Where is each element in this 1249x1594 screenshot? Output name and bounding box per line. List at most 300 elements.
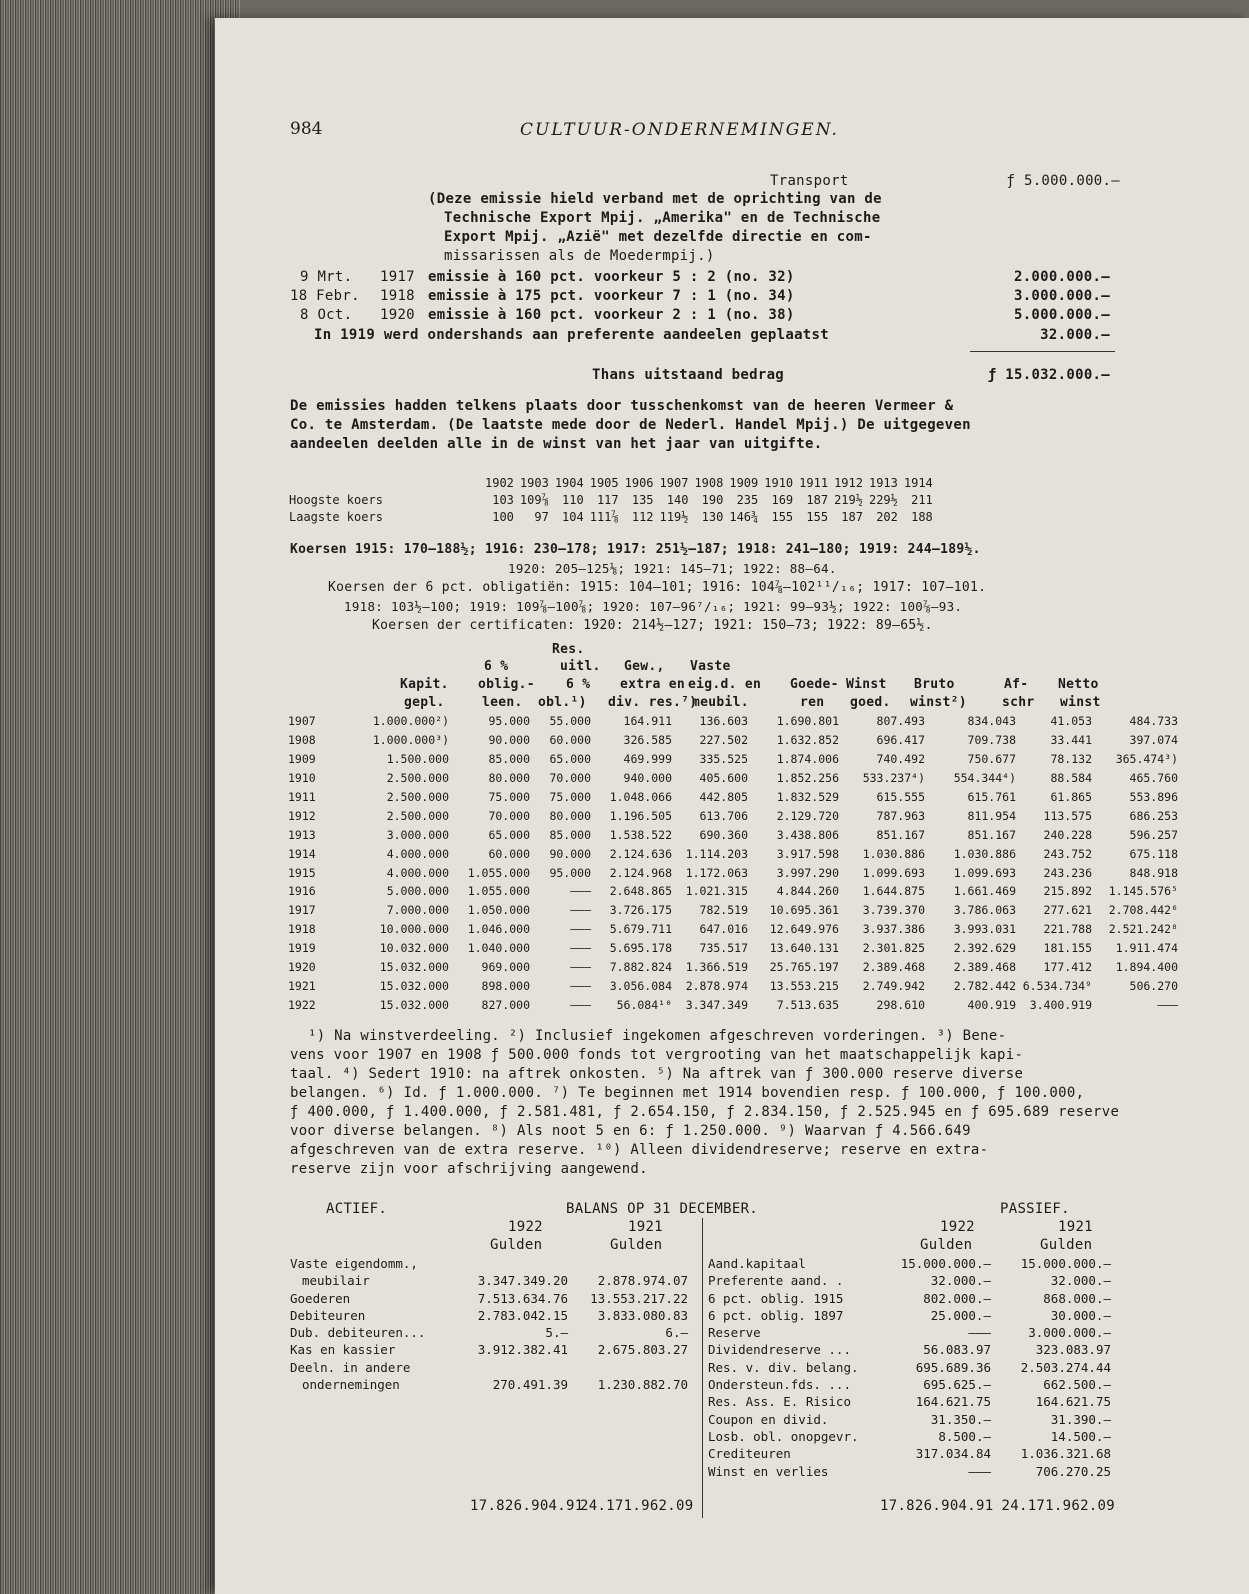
- fin-row: [288, 825, 1181, 844]
- balance-row: [708, 1445, 1118, 1462]
- emission-text: emissie à 160 pct. voorkeur 5 : 2 (no. 32): [428, 269, 795, 285]
- balance-row: [290, 1255, 690, 1272]
- value-cell: 851.167: [876, 827, 925, 842]
- value-cell: 647.016: [699, 922, 748, 937]
- year-cell: 1912: [834, 475, 863, 490]
- balance-label: meubilair: [302, 1273, 370, 1289]
- emission-date: 8 Oct.: [300, 307, 353, 323]
- value-cell: 465.760: [1129, 771, 1178, 786]
- value-cell: 3.056.084: [609, 978, 672, 993]
- value-cell: 70.000: [549, 771, 591, 786]
- koersen-line: Koersen der 6 pct. obligatiën: 1915: 104—101; 1916: 104⅞—102¹¹/₁₆; 1917: 107—101.: [328, 580, 987, 595]
- year-cell: 1920: [288, 960, 316, 975]
- balance-value-1921: 31.390.—: [1050, 1411, 1111, 1427]
- balance-label: 6 pct. oblig. 1897: [708, 1307, 844, 1323]
- value-cell: 690.360: [699, 827, 748, 842]
- value-cell: 60.000: [549, 733, 591, 748]
- balance-value-1922: 5.—: [545, 1325, 568, 1341]
- balance-label: Goederen: [290, 1290, 351, 1306]
- value-cell: 1.048.066: [609, 790, 672, 804]
- col-header: Af-: [1004, 677, 1029, 692]
- balance-title: BALANS OP 31 DECEMBER.: [566, 1201, 759, 1217]
- balance-row: [708, 1376, 1118, 1393]
- balance-value-1921: 6.—: [665, 1325, 688, 1341]
- balance-value-1921: 3.000.000.—: [1028, 1325, 1111, 1341]
- value-cell: 5.000.000: [386, 884, 449, 899]
- value-cell: ———: [570, 997, 591, 1012]
- year-cell: 1910: [764, 475, 794, 490]
- col-year: 1922: [508, 1219, 543, 1235]
- value-cell: 277.621: [1043, 903, 1092, 918]
- value-cell: 90.000: [549, 846, 591, 861]
- fin-row: [288, 863, 1181, 882]
- koers-cell: 110: [562, 493, 584, 508]
- emission-amount: 2.000.000.—: [1013, 269, 1110, 285]
- balance-label: Res. v. div. belang.: [708, 1359, 859, 1375]
- value-cell: 4.000.000: [386, 865, 449, 880]
- fin-row: [288, 995, 1181, 1014]
- balance-label: Preferente aand. .: [708, 1273, 844, 1289]
- balance-value-1921: 30.000.—: [1050, 1307, 1111, 1323]
- value-cell: 3.739.370: [862, 903, 925, 918]
- value-cell: 1.500.000: [386, 752, 449, 767]
- year-cell: 1921: [288, 978, 316, 993]
- balance-label: 6 pct. oblig. 1915: [708, 1290, 844, 1306]
- book-page-edges: [0, 0, 240, 1594]
- balance-value-1921: [568, 1255, 688, 1272]
- year-cell: 1907: [288, 714, 316, 729]
- balance-label: ondernemingen: [302, 1377, 400, 1393]
- col-header: Netto: [1058, 677, 1099, 692]
- page-title: CULTUUR-ONDERNEMINGEN.: [520, 120, 839, 140]
- balance-label: Crediteuren: [708, 1446, 791, 1462]
- year-cell: 1903: [519, 475, 549, 490]
- value-cell: ———: [570, 960, 591, 975]
- year-cell: 1918: [288, 922, 316, 937]
- koers-cell: 97: [534, 510, 549, 525]
- year-cell: 1905: [589, 475, 619, 490]
- value-cell: 221.788: [1043, 922, 1092, 937]
- value-cell: 56.084¹⁰: [616, 997, 672, 1012]
- balance-label: Coupon en divid.: [708, 1411, 829, 1427]
- value-cell: 1.874.006: [776, 752, 839, 767]
- value-cell: 243.236: [1043, 865, 1092, 880]
- balance-value-1921: 706.270.25: [1035, 1463, 1111, 1479]
- balance-row: [708, 1359, 1118, 1376]
- value-cell: 787.963: [876, 808, 925, 823]
- value-cell: 940.000: [623, 771, 672, 786]
- balance-value-1921: 14.500.—: [1050, 1428, 1111, 1444]
- fin-row: [288, 920, 1181, 939]
- col-header: Kapit.: [400, 677, 449, 692]
- value-cell: 2.782.442: [953, 978, 1016, 993]
- footnote-line: ƒ 400.000, ƒ 1.400.000, ƒ 2.581.481, ƒ 2.654.150, ƒ 2.834.150, ƒ 2.525.945 en ƒ 695.689 reserve: [290, 1104, 1120, 1120]
- col-header: oblig.-: [478, 677, 535, 692]
- value-cell: 553.896: [1129, 790, 1178, 804]
- koers-cell: 103: [492, 493, 514, 508]
- fin-row: [288, 712, 1181, 731]
- balance-value-1921: 323.083.97: [1035, 1342, 1111, 1358]
- value-cell: 243.752: [1043, 846, 1092, 861]
- balance-value-1922: ———: [968, 1325, 991, 1341]
- value-cell: 164.911: [623, 714, 672, 729]
- value-cell: 85.000: [549, 827, 591, 842]
- value-cell: 13.553.215: [769, 978, 839, 993]
- value-cell: 2.500.000: [386, 808, 449, 823]
- value-cell: 41.053: [1050, 714, 1092, 729]
- koers-cell: 130: [701, 510, 724, 525]
- value-cell: 1.055.000: [467, 865, 530, 880]
- fin-row: [288, 976, 1181, 995]
- fin-row: [288, 882, 1181, 901]
- value-cell: 1.172.063: [685, 865, 748, 880]
- balance-value-1922: 31.350.—: [930, 1411, 991, 1427]
- year-cell: 1917: [288, 903, 316, 918]
- balance-label: Dividendreserve ...: [708, 1342, 851, 1358]
- koers-cell: 140: [666, 493, 689, 508]
- value-cell: 2.389.468: [862, 960, 925, 975]
- value-cell: 1.644.875: [862, 884, 925, 899]
- col-header: Bruto: [914, 677, 955, 692]
- value-cell: 1.000.000³): [372, 733, 449, 748]
- emission-note-line: missarissen als de Moedermpij.): [444, 248, 715, 264]
- balance-value-1921: 1.230.882.70: [597, 1377, 688, 1393]
- col-unit: Gulden: [1040, 1237, 1093, 1253]
- koers-cell: 117: [596, 493, 619, 508]
- koers-cell: 119½: [659, 510, 689, 525]
- value-cell: 1.145.576⁵: [1108, 884, 1178, 899]
- balance-divider: [702, 1218, 703, 1518]
- value-cell: 397.074: [1129, 733, 1178, 748]
- year-cell: 1911: [288, 790, 316, 804]
- value-cell: 3.917.598: [776, 846, 839, 861]
- footnote-line: reserve zijn voor afschrijving aangewend.: [290, 1161, 648, 1177]
- value-cell: 533.237⁴): [862, 771, 925, 786]
- value-cell: 5.679.711: [609, 922, 672, 937]
- value-cell: 3.993.031: [953, 922, 1016, 937]
- actief-list: [290, 1255, 690, 1393]
- value-cell: 1.050.000: [467, 903, 530, 918]
- value-cell: 1.196.505: [609, 808, 672, 823]
- value-cell: 675.118: [1129, 846, 1178, 861]
- value-cell: 696.417: [876, 733, 925, 748]
- value-cell: ———: [570, 978, 591, 993]
- balance-value-1922: ———: [968, 1463, 991, 1479]
- value-cell: 2.124.636: [609, 846, 672, 861]
- balance-value-1921: 13.553.217.22: [590, 1290, 688, 1306]
- year-cell: 1913: [288, 827, 316, 842]
- fin-row: [288, 939, 1181, 958]
- col-unit: Gulden: [610, 1237, 663, 1253]
- value-cell: ———: [570, 941, 591, 956]
- fin-row: [288, 769, 1181, 788]
- value-cell: 365.474³): [1115, 752, 1178, 767]
- balance-row: [708, 1255, 1118, 1272]
- balance-value-1922: 695.625.—: [923, 1377, 991, 1393]
- balance-value-1922: 695.689.36: [915, 1359, 991, 1375]
- balance-value-1922: 32.000.—: [930, 1273, 991, 1289]
- balance-label: Winst en verlies: [708, 1463, 829, 1479]
- value-cell: 2.389.468: [953, 960, 1016, 975]
- row-label: Hoogste koers: [289, 493, 383, 508]
- value-cell: 326.585: [623, 733, 672, 748]
- balance-label: Aand.kapitaal: [708, 1256, 806, 1271]
- value-cell: 848.918: [1129, 865, 1178, 880]
- value-cell: 95.000: [488, 714, 530, 729]
- laagste-koers-row: [286, 509, 936, 526]
- value-cell: 177.412: [1043, 960, 1092, 975]
- passief-total-1921: 24.171.962.09: [1001, 1498, 1115, 1514]
- value-cell: 811.954: [967, 808, 1016, 823]
- koers-cell: 109⅞: [519, 493, 549, 508]
- koers-cell: 235: [736, 493, 759, 508]
- col-header: schr: [1002, 695, 1035, 710]
- emission-year: 1920: [380, 307, 415, 323]
- value-cell: 1.852.256: [776, 771, 839, 786]
- balance-value-1922: 56.083.97: [923, 1342, 991, 1358]
- col-header: goed.: [850, 695, 891, 710]
- balance-row: [708, 1393, 1118, 1410]
- value-cell: 3.997.290: [776, 865, 839, 880]
- value-cell: 10.032.000: [379, 941, 449, 956]
- balance-value-1921: 2.503.274.44: [1020, 1359, 1111, 1375]
- year-cell: 1914: [903, 475, 933, 490]
- balance-row: [708, 1307, 1118, 1324]
- koersen-line: Koersen 1915: 170—188½; 1916: 230—178; 1917: 251½—187; 1918: 241—180; 1919: 244—189½.: [290, 542, 981, 557]
- footnote-line: voor diverse belangen. ⁸) Als noot 5 en 6: ƒ 1.250.000. ⁹) Waarvan ƒ 4.566.649: [290, 1123, 971, 1139]
- value-cell: 6.534.734⁹: [1022, 978, 1092, 993]
- value-cell: 1.366.519: [685, 960, 748, 975]
- value-cell: 2.129.720: [776, 808, 839, 823]
- koersen-line: 1918: 103½—100; 1919: 109⅞—100⅞; 1920: 107—96⁷/₁₆; 1921: 99—93½; 1922: 100⅞—93.: [344, 599, 963, 614]
- fin-row: [288, 788, 1181, 807]
- value-cell: 13.640.131: [769, 941, 839, 956]
- balance-label: Kas en kassier: [290, 1342, 396, 1358]
- value-cell: 2.708.442⁶: [1108, 903, 1178, 918]
- balance-label: Debiteuren: [290, 1307, 366, 1323]
- emission-note-line: (Deze emissie hield verband met de oprichting van de: [428, 191, 882, 207]
- balance-row: [708, 1428, 1118, 1445]
- transport-amount: ƒ 5.000.000.—: [1006, 173, 1120, 189]
- value-cell: 615.761: [967, 790, 1016, 804]
- value-cell: 405.600: [699, 771, 748, 786]
- balance-label: Res. Ass. E. Risico: [708, 1394, 851, 1410]
- year-cell: 1912: [288, 808, 316, 823]
- value-cell: 1.055.000: [467, 884, 530, 899]
- balance-value-1921: 164.621.75: [1035, 1394, 1111, 1410]
- value-cell: 1.099.693: [953, 865, 1016, 880]
- value-cell: 615.555: [876, 790, 925, 804]
- value-cell: 807.493: [876, 714, 925, 729]
- balance-value-1921: 1.036.321.68: [1020, 1446, 1111, 1462]
- balance-label: Ondersteun.fds. ...: [708, 1377, 851, 1393]
- value-cell: 1.000.000²): [372, 714, 449, 729]
- value-cell: 3.786.063: [953, 903, 1016, 918]
- col-header: Goede-: [790, 677, 839, 692]
- value-cell: 1.114.203: [685, 846, 748, 861]
- col-year: 1922: [940, 1219, 975, 1235]
- value-cell: 1.661.469: [953, 884, 1016, 899]
- value-cell: 1.030.886: [862, 846, 925, 861]
- col-unit: Gulden: [920, 1237, 973, 1253]
- koersen-line: Koersen der certificaten: 1920: 214½—127; 1921: 150—73; 1922: 89—65½.: [372, 618, 933, 633]
- value-cell: 55.000: [549, 714, 591, 729]
- col-header: uitl.: [560, 659, 601, 674]
- value-cell: 2.749.942: [862, 978, 925, 993]
- koers-cell: 190: [701, 493, 724, 508]
- balance-value-1921: 868.000.—: [1043, 1290, 1111, 1306]
- koers-cell: 135: [631, 493, 654, 508]
- value-cell: 2.392.629: [953, 941, 1016, 956]
- balance-row: [708, 1324, 1118, 1341]
- year-cell: 1909: [729, 475, 759, 490]
- value-cell: 95.000: [549, 865, 591, 880]
- footnote-line: afgeschreven van de extra reserve. ¹⁰) Alleen dividendreserve; reserve en extra-: [290, 1142, 989, 1158]
- value-cell: 442.805: [699, 790, 748, 804]
- balance-row: [708, 1411, 1118, 1428]
- fin-row: [288, 901, 1181, 920]
- col-header: leen.: [482, 695, 523, 710]
- balance-value-1922: 802.000.—: [923, 1290, 991, 1306]
- balance-row: [290, 1324, 690, 1341]
- hoogste-koers-row: [286, 491, 936, 508]
- emission-date: 9 Mrt.: [300, 269, 353, 285]
- value-cell: ———: [570, 922, 591, 937]
- value-cell: 7.513.635: [776, 997, 839, 1012]
- emission-note-line: Export Mpij. „Azië" met dezelfde directie en com-: [444, 229, 872, 245]
- balance-value-1922: 3.912.382.41: [477, 1342, 568, 1358]
- fin-row: [288, 750, 1181, 769]
- col-header: eig.d. en: [688, 677, 762, 692]
- balance-value-1921: 2.675.803.27: [597, 1342, 688, 1358]
- value-cell: 4.844.260: [776, 884, 839, 899]
- value-cell: 227.502: [699, 733, 748, 748]
- outstanding-label: Thans uitstaand bedrag: [592, 367, 785, 383]
- value-cell: 1.832.529: [776, 790, 839, 804]
- value-cell: 2.500.000: [386, 771, 449, 786]
- year-cell: 1913: [868, 475, 898, 490]
- value-cell: 469.999: [623, 752, 672, 767]
- outstanding-amount: ƒ 15.032.000.—: [987, 367, 1110, 383]
- value-cell: 400.919: [967, 997, 1016, 1012]
- transport-label: Transport: [770, 173, 849, 189]
- row-label: Laagste koers: [289, 510, 383, 525]
- value-cell: 1.632.852: [776, 733, 839, 748]
- value-cell: 3.000.000: [386, 827, 449, 842]
- year-cell: 1916: [288, 884, 316, 899]
- balance-row: [290, 1272, 690, 1289]
- value-cell: 1.911.474: [1115, 941, 1178, 956]
- value-cell: 90.000: [488, 733, 530, 748]
- fin-row: [288, 806, 1181, 825]
- col-header: winst: [1060, 695, 1101, 710]
- value-cell: 1.030.886: [953, 846, 1016, 861]
- value-cell: 827.000: [481, 997, 530, 1012]
- year-cell: 1902: [485, 475, 514, 490]
- emission-date: 18 Febr.: [290, 288, 360, 304]
- value-cell: 60.000: [488, 846, 530, 861]
- value-cell: 3.937.386: [862, 922, 925, 937]
- value-cell: 15.032.000: [379, 997, 449, 1012]
- value-cell: 65.000: [549, 752, 591, 767]
- balance-value-1921: 2.878.974.07: [597, 1273, 688, 1289]
- koers-cell: 219½: [834, 493, 863, 508]
- private-placement-amount: 32.000.—: [1040, 327, 1110, 343]
- koersen-table: [286, 474, 936, 526]
- koers-cell: 100: [492, 510, 514, 525]
- col-header: 6 %: [484, 659, 509, 674]
- year-cell: 1911: [799, 475, 829, 490]
- balance-row: [290, 1376, 690, 1393]
- passief-label: PASSIEF.: [1000, 1201, 1070, 1217]
- value-cell: 851.167: [967, 827, 1016, 842]
- value-cell: 78.132: [1050, 752, 1092, 767]
- emission-text: emissie à 175 pct. voorkeur 7 : 1 (no. 34): [428, 288, 795, 304]
- col-header: 6 %: [566, 677, 591, 692]
- balance-value-1922: 15.000.000.—: [900, 1256, 991, 1271]
- emission-note-line: Technische Export Mpij. „Amerika" en de Technische: [444, 210, 881, 226]
- paragraph-line: Co. te Amsterdam. (De laatste mede door de Nederl. Handel Mpij.) De uitgegeven: [290, 417, 971, 433]
- value-cell: 3.400.919: [1029, 997, 1092, 1012]
- value-cell: 10.000.000: [379, 922, 449, 937]
- emission-year: 1918: [380, 288, 415, 304]
- balance-value-1922: [460, 1255, 568, 1272]
- balance-row: [708, 1290, 1118, 1307]
- value-cell: 15.032.000: [379, 960, 449, 975]
- value-cell: 484.733: [1129, 714, 1178, 729]
- paragraph-line: aandeelen deelden alle in de winst van het jaar van uitgifte.: [290, 436, 823, 452]
- value-cell: 70.000: [488, 808, 530, 823]
- balance-label: Losb. obl. onopgevr.: [708, 1428, 859, 1444]
- value-cell: 686.253: [1129, 808, 1178, 823]
- value-cell: 12.649.976: [769, 922, 839, 937]
- value-cell: 240.228: [1043, 827, 1092, 842]
- balance-value-1921: [568, 1359, 688, 1376]
- fin-row: [288, 844, 1181, 863]
- col-unit: Gulden: [490, 1237, 543, 1253]
- balance-row: [290, 1307, 690, 1324]
- value-cell: 2.124.968: [609, 865, 672, 880]
- col-header: Res.: [552, 642, 585, 657]
- col-header: Vaste: [690, 659, 731, 674]
- balance-value-1922: 25.000.—: [930, 1307, 991, 1323]
- value-cell: 85.000: [488, 752, 530, 767]
- value-cell: ———: [570, 903, 591, 918]
- koers-cell: 211: [911, 493, 933, 508]
- value-cell: 596.257: [1129, 827, 1178, 842]
- value-cell: 3.726.175: [609, 903, 672, 918]
- value-cell: 1.040.000: [467, 941, 530, 956]
- passief-total-1922: 17.826.904.91: [880, 1498, 994, 1514]
- value-cell: 5.695.178: [609, 941, 672, 956]
- koers-cell: 155: [771, 510, 794, 525]
- value-cell: 2.500.000: [386, 790, 449, 804]
- actief-total-1921: 24.171.962.09: [580, 1498, 694, 1514]
- value-cell: 3.438.806: [776, 827, 839, 842]
- balance-value-1922: 317.034.84: [915, 1446, 991, 1462]
- year-cell: 1919: [288, 941, 316, 956]
- value-cell: 898.000: [481, 978, 530, 993]
- footnote-line: vens voor 1907 en 1908 ƒ 500.000 fonds tot vergrooting van het maatschappelijk kapi-: [290, 1047, 1024, 1063]
- value-cell: 1.894.400: [1115, 960, 1178, 975]
- value-cell: 969.000: [481, 960, 530, 975]
- koers-cell: 155: [806, 510, 829, 525]
- balance-value-1921: 3.833.080.83: [597, 1307, 688, 1323]
- koers-cell: 112: [631, 510, 654, 525]
- balance-value-1921: 32.000.—: [1050, 1273, 1111, 1289]
- emission-amount: 5.000.000.—: [1013, 307, 1110, 323]
- koers-cell: 187: [806, 493, 829, 508]
